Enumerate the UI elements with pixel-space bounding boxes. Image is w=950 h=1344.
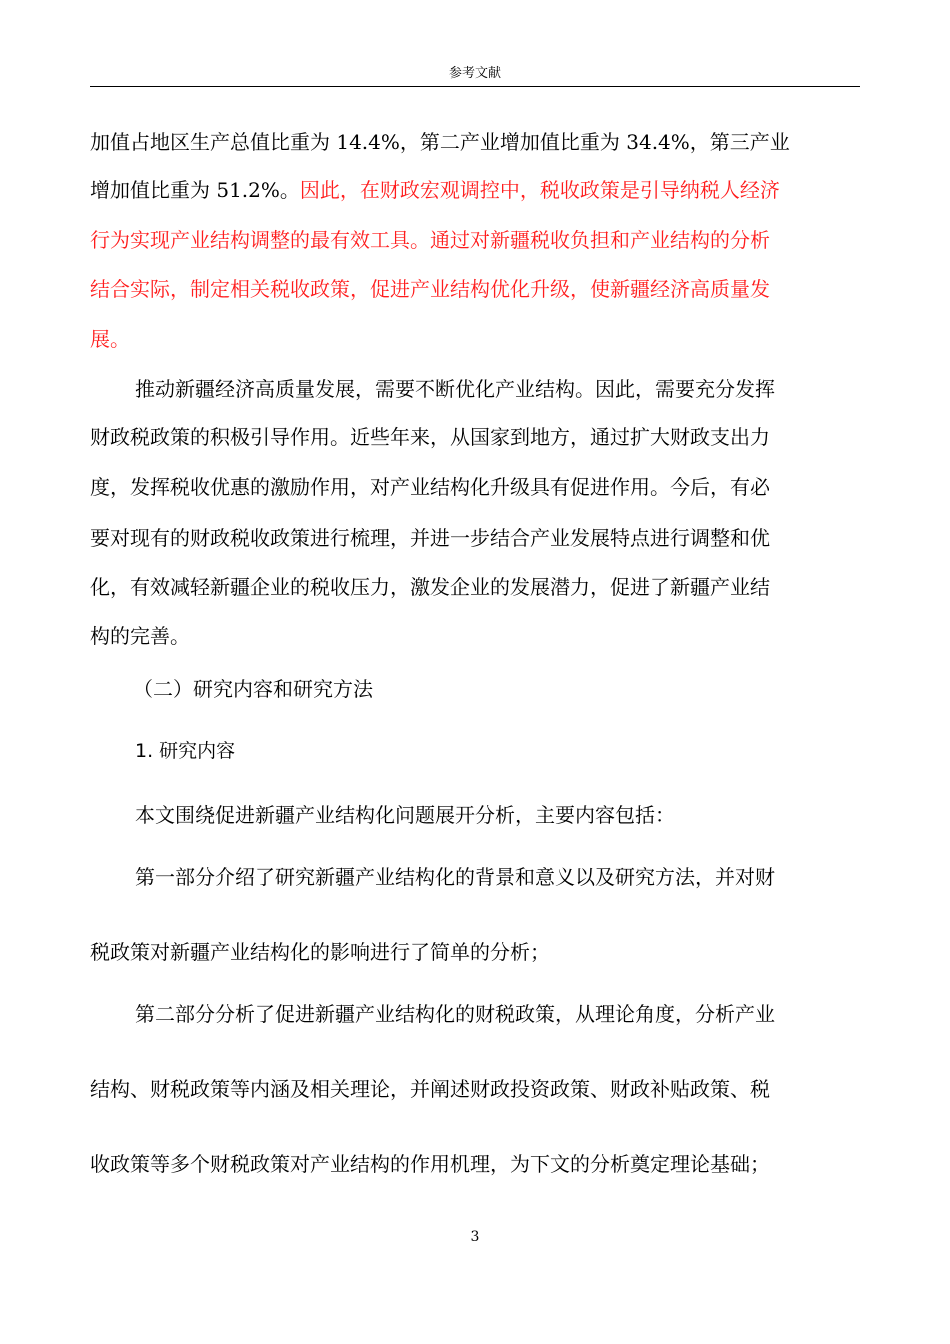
- paragraph-2-line-3: 度，发挥税收优惠的激励作用，对产业结构化升级具有促进作用。今后，有必: [90, 475, 770, 499]
- paragraph-1-text: 增加值比重为 51.2%。: [90, 178, 300, 202]
- paragraph-5-line-3: 收政策等多个财税政策对产业结构的作用机理，为下文的分析奠定理论基础；: [90, 1152, 770, 1176]
- paragraph-3: 本文围绕促进新疆产业结构化问题展开分析，主要内容包括：: [135, 803, 675, 827]
- paragraph-1-line-1: 加值占地区生产总值比重为 14.4%，第二产业增加值比重为 34.4%，第三产业: [90, 130, 790, 154]
- page-header: 参考文献: [448, 66, 501, 81]
- page-number: 3: [470, 1229, 480, 1245]
- header-rule: [90, 86, 860, 87]
- paragraph-2-line-4: 要对现有的财政税收政策进行梳理，并进一步结合产业发展特点进行调整和优: [90, 526, 770, 550]
- paragraph-5-line-2: 结构、财税政策等内涵及相关理论，并阐述财政投资政策、财政补贴政策、税: [90, 1077, 770, 1101]
- paragraph-4-line-2: 税政策对新疆产业结构化的影响进行了简单的分析；: [90, 940, 550, 964]
- paragraph-2-line-6: 构的完善。: [90, 624, 190, 648]
- paragraph-1-line-4: 结合实际，制定相关税收政策，促进产业结构优化升级，使新疆经济高质量发: [90, 277, 770, 301]
- paragraph-2-line-5: 化，有效减轻新疆企业的税收压力，激发企业的发展潜力，促进了新疆产业结: [90, 575, 770, 599]
- paragraph-2-line-2: 财政税政策的积极引导作用。近些年来，从国家到地方，通过扩大财政支出力: [90, 425, 770, 449]
- paragraph-1-line-5: 展。: [90, 327, 130, 351]
- subsection-heading: 1. 研究内容: [135, 740, 236, 762]
- paragraph-1-line-2: [90, 176, 780, 204]
- paragraph-5-line-1: 第二部分分析了促进新疆产业结构化的财税政策，从理论角度，分析产业: [135, 1002, 775, 1026]
- section-heading: （二）研究内容和研究方法: [133, 677, 373, 701]
- paragraph-2-line-1: 推动新疆经济高质量发展，需要不断优化产业结构。因此，需要充分发挥: [135, 377, 775, 401]
- paragraph-4-line-1: 第一部分介绍了研究新疆产业结构化的背景和意义以及研究方法，并对财: [135, 865, 775, 889]
- paragraph-1-line-3: 行为实现产业结构调整的最有效工具。通过对新疆税收负担和产业结构的分析: [90, 228, 770, 252]
- highlighted-text: 因此，在财政宏观调控中，税收政策是引导纳税人经济: [299, 178, 780, 202]
